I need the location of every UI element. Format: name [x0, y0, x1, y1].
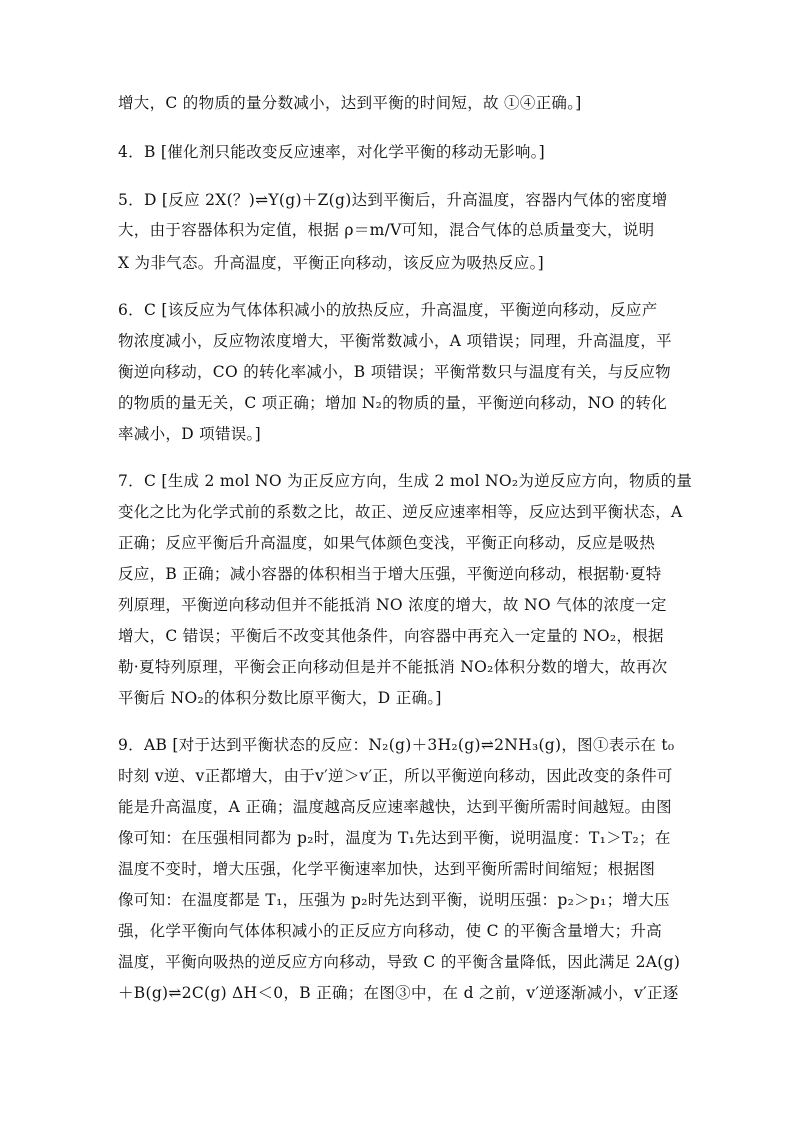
text-line: 的物质的量无关，C 项正确；增加 N₂的物质的量，平衡逆向移动，NO 的转化 [118, 394, 668, 412]
text-line: 率减小，D 项错误。] [118, 425, 261, 443]
text-line: 时刻 v逆、v正都增大，由于v′逆＞v′正，所以平衡逆向移动，因此改变的条件可 [118, 767, 673, 785]
text-line: 大，由于容器体积为定值，根据 ρ＝m/V可知，混合气体的总质量变大，说明 [118, 221, 655, 239]
text-line: 温度，平衡向吸热的逆反应方向移动，导致 C 的平衡含量降低，因此满足 2A(g) [118, 953, 681, 971]
text-line: 勒·夏特列原理，平衡会正向移动但是并不能抵消 NO₂体积分数的增大，故再次 [118, 658, 668, 676]
text-line: X 为非气态。升高温度，平衡正向移动，该反应为吸热反应。] [118, 254, 544, 272]
text-line: 4．B [催化剂只能改变反应速率，对化学平衡的移动无影响。] [118, 143, 546, 161]
text-line: 变化之比为化学式前的系数之比，故正、逆反应速率相等，反应达到平衡状态，A [118, 503, 683, 521]
text-line: 正确；反应平衡后升高温度，如果气体颜色变浅，平衡正向移动，反应是吸热 [118, 534, 656, 552]
text-line: 增大，C 错误；平衡后不改变其他条件，向容器中再充入一定量的 NO₂，根据 [118, 627, 664, 645]
text-line: 9．AB [对于达到平衡状态的反应：N₂(g)＋3H₂(g)⇌2NH₃(g)，图①表示在 t₀ [118, 736, 675, 754]
text-line: 增大，C 的物质的量分数减小，达到平衡的时间短，故 ①④正确。] [118, 94, 582, 112]
text-line: 衡逆向移动，CO 的转化率减小，B 项错误；平衡常数只与温度有关，与反应物 [118, 363, 671, 381]
text-line: ＋B(g)⇌2C(g) ΔH＜0，B 正确；在图③中，在 d 之前，v′逆逐渐减小，v′正逐 [118, 984, 679, 1002]
text-line: 像可知：在压强相同都为 p₂时，温度为 T₁先达到平衡，说明温度：T₁＞T₂；在 [118, 829, 671, 847]
text-line: 物浓度减小，反应物浓度增大，平衡常数减小，A 项错误；同理，升高温度，平 [118, 332, 672, 350]
text-line: 6．C [该反应为气体体积减小的放热反应，升高温度，平衡逆向移动，反应产 [118, 301, 658, 319]
text-line: 温度不变时，增大压强，化学平衡速率加快，达到平衡所需时间缩短；根据图 [118, 860, 656, 878]
text-line: 强，化学平衡向气体体积减小的正反应方向移动，使 C 的平衡含量增大；升高 [118, 922, 663, 940]
text-line: 7．C [生成 2 mol NO 为正反应方向，生成 2 mol NO₂为逆反应方向，物质的量 [118, 472, 693, 490]
text-line: 能是升高温度，A 正确；温度越高反应速率越快，达到平衡所需时间越短。由图 [118, 798, 672, 816]
text-line: 平衡后 NO₂的体积分数比原平衡大，D 正确。] [118, 689, 442, 707]
text-line: 像可知：在温度都是 T₁，压强为 p₂时先达到平衡，说明压强：p₂＞p₁；增大压 [118, 891, 670, 909]
text-line: 列原理，平衡逆向移动但并不能抵消 NO 浓度的增大，故 NO 气体的浓度一定 [118, 596, 667, 614]
text-line: 反应，B 正确；减小容器的体积相当于增大压强，平衡逆向移动，根据勒·夏特 [118, 565, 662, 583]
text-line: 5．D [反应 2X(？)⇌Y(g)＋Z(g)达到平衡后，升高温度，容器内气体的密度增 [118, 191, 668, 209]
